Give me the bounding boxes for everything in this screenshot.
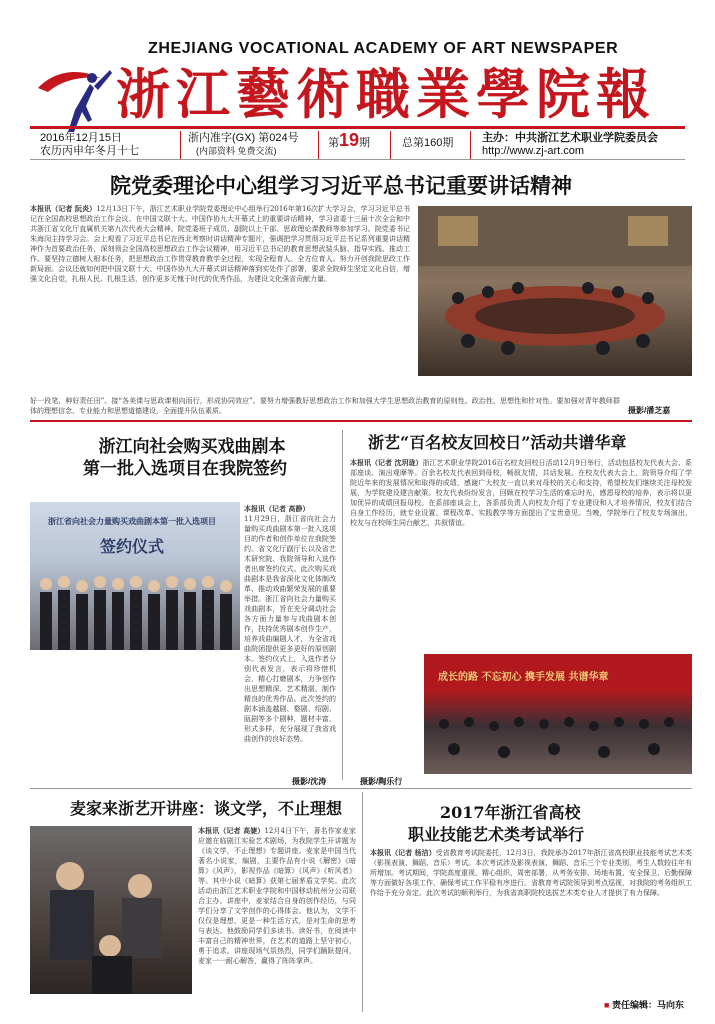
issue-prefix: 第 [328, 137, 339, 149]
issue-suffix: 期 [359, 137, 371, 149]
masthead-chinese-name: 浙江藝術職業學院報 [116, 62, 656, 126]
lecture-photo [30, 826, 192, 994]
total-issue: 总第160期 [402, 137, 454, 149]
lecture-text: 12月4日下午，著名作家麦家应邀在临剧江实验艺术剧场，为我院学生开讲题为《谈文学，不止理想》专题讲座。麦家是中国当代著名小说家，编剧，主要作品有小说《解密》《暗算》《风声》，影视作品《暗算》《风声》《听风者》等。其中小说《暗算》获第七届茅盾文学奖。此次活动由浙江艺术职业学院和中国移动杭州分公司联合主办。讲座中，麦家结合自身的创作经历，与同学们分享了文学创作的心得体会。他认为，文学不仅仅是理想，更是一种生活方式，是对生命的思考与表达。他鼓励同学们多读书、读好书，在阅读中丰富自己的精神世界，在艺术的道路上坚守初心，勇于追求。讲座现场气氛热烈，同学们踊跃提问，麦家一一耐心解答，赢得了阵阵掌声。 [198, 827, 356, 965]
drama-photo-caption: 摄影/沈涛 [292, 777, 327, 786]
drama-photo-banner-line2: 签约仪式 [100, 537, 165, 556]
lead-byline: 本报讯（记者 阮炎） [30, 204, 97, 213]
alumni-headline: 浙艺“百名校友回校日”活动共谱华章 [368, 433, 627, 452]
lead-text: 12月13日下午，浙江艺术职业学院党委理论中心组举行2016年第16次扩大学习会，学习习近平总书记在全国高校思想政治工作会议、在中国文联十大、中国作协九大开幕式上的重要讲话精神，学习省委十三届十次全会和中共浙江省文化厅直属机关第九次代表大会精神。院党委班子成员、副院以上干部、思政理论课教师等参加学习。院党委书记朱海闵主持学习会。会上观看了习近平总书记在西北考察时讲话精神专题片，强调把学习贯彻习近平总书记系列重要讲话精神作为首要政治任务，深刻领会全国高校思想政治工作会议精神，用习近平总书记的教育思想武装头脑、指导实践、推动工作。要坚持立德树人根本任务，把思想政治工作贯穿教育教学全过程，实现全程育人、全方位育人。努力开创我院思政工作新局面。会议还就如何把中国文联十大、中国作协九大开幕式讲话精神落到实处作了部署，要求全院师生坚定文化自信，增强文化自觉，扎根人民、扎根生活，创作更多无愧于时代的优秀作品，为建设文化强省贡献力量。 [30, 205, 410, 283]
issue-number: 19 [339, 130, 360, 150]
website-link[interactable]: http://www.zj-art.com [482, 145, 585, 157]
internal-note: (内部资料 免费交流) [196, 146, 277, 156]
issue-dates [40, 132, 139, 158]
date-solar: 2016年12月15日 [40, 132, 122, 144]
lecture-byline: 本报讯（记者 高婕） [198, 826, 265, 835]
alumni-side-text [350, 630, 420, 768]
exam-byline: 本报讯（记者 杨洁） [370, 848, 436, 857]
alumni-body [350, 458, 692, 626]
section-divider [30, 420, 692, 422]
issue-number-box [328, 130, 371, 150]
drama-headline-line2: 第一批入选项目在我院签约 [83, 459, 287, 479]
lecture-headline: 麦家来浙艺开讲座：谈文学，不止理想 [70, 799, 343, 818]
lecture-body [198, 826, 356, 994]
drama-signing-photo [30, 502, 240, 650]
alumni-byline: 本报讯（记者 沈玥珑） [350, 458, 423, 467]
exam-headline-line2: 职业技能艺术类考试举行 [408, 825, 585, 844]
lead-meeting-photo [418, 206, 692, 376]
drama-headline-2 [60, 458, 310, 480]
permit-number: 浙内准字(GX) 第024号 [188, 132, 299, 144]
lead-headline: 院党委理论中心组学习习近平总书记重要讲话精神 [110, 173, 572, 198]
date-lunar: 农历丙申年冬月十七 [40, 145, 139, 157]
column-divider-2 [362, 792, 363, 1012]
alumni-photo-caption: 摄影/陶乐行 [360, 777, 403, 786]
exam-body [370, 848, 692, 1000]
sponsor: 主办：中共浙江艺术职业学院委员会 [482, 132, 658, 144]
alumni-text: 浙江艺术职业学院2016百名校友回校日活动12月9日举行，活动包括校友代表大会、系部座谈、演出观摩等。百余名校友代表回到母校，畅叙友情，共话发展。在校友代表大会上，院领导介绍了学院近年来的发展情况和取得的成绩，感谢广大校友一直以来对母校的关心和支持，希望校友们继续关注母校发展，为学院建设建言献策。校友代表纷纷发言，回顾在校学习生活的难忘时光，感恩母校的培养，表示将以更加优异的成绩回报母校。在系部座谈会上，各系部负责人向校友介绍了专业建设和人才培养情况，校友们结合自身工作经历，就专业设置、课程改革、实践教学等方面提出了宝贵意见。当晚，学院举行了校友专场演出，校友与在校师生同台献艺，共叙情谊。 [350, 459, 692, 527]
alumni-event-photo [424, 654, 692, 774]
editor-credit: 责任编辑：马向东 [611, 1000, 684, 1010]
drama-headline [92, 436, 292, 458]
lead-photo-caption: 摄影/潘芝嘉 [628, 406, 671, 415]
section-divider-2 [30, 788, 692, 789]
exam-text: 受省教育考试院委托，12月3日，我院承办2017年浙江省高校职业技能考试艺术类（影视表演、舞蹈、音乐）考试。本次考试涉及影视表演、舞蹈、音乐三个专业类别，考生人数较往年有所增加。考试期间，学院高度重视，精心组织，周密部署，从考务安排、场地布置、安全保卫、后勤保障等方面做好各项工作，确保考试工作平稳有序进行。省教育考试院领导到考点巡视，对我院的考务组织工作给予充分肯定。此次考试的顺利举行，为我省高职院校选拔艺术类专业人才提供了有力保障。 [370, 849, 692, 897]
alumni-photo-banner: 成长的路 不忘初心 携手发展 共谱华章 [438, 672, 609, 683]
drama-byline: 本报讯（记者 高静） [244, 504, 310, 513]
issue-permit [188, 132, 299, 158]
drama-photo-banner-line1: 浙江省向社会力量购买戏曲剧本第一批入选项目 [48, 517, 216, 526]
drama-body-bottom [30, 655, 336, 775]
drama-headline-line1: 浙江向社会购买戏曲剧本 [98, 437, 286, 457]
lead-body [30, 204, 410, 394]
exam-headline-line1: 2017年浙江省高校 [440, 803, 581, 822]
drama-body-top: 11月29日，浙江省向社会力量购买戏曲剧本第一批入选项目的作者和创作单位在我院签约。省文化厅副厅长以及省艺术研究院、我院领导和入选作者出席签约仪式。此次购买戏曲剧本是我省深化文化体制改革、推动戏曲繁荣发展的重要举措。浙江省向社会力量购买戏曲剧本，旨在充分调动社会各方面力量参与戏曲剧本创作，扶持优秀剧本创作生产，培养戏曲编剧人才，为全省戏曲院团提供更多更好的原创剧本。签约仪式上，入选作者分别代表发言，表示将珍惜机会，精心打磨剧本，力争创作出思想精深、艺术精湛、制作精良的优秀作品。此次签约的剧本涵盖越剧、婺剧、绍剧、瓯剧等多个剧种，题材丰富，形式多样，充分展现了我省戏曲创作的良好态势。 [244, 515, 336, 743]
issue-info-bar [30, 126, 685, 160]
lead-sidebar-text: 好一段笔、种好责任田”。接“各美课与思政课相向而行，形成协同效应”。要努力增强教好思想政治工作和加强大学生思想政治教育的原则性。政治性、思想性和针对性。要加强对青年教师群体的理想信念、专业能力和思想道德建设，全面提升队伍素质。 [30, 397, 620, 415]
sponsor-info [482, 132, 658, 158]
footer-editor: ■ 责任编辑：马向东 [604, 1000, 684, 1010]
column-divider [342, 430, 343, 780]
newspaper-logo [30, 40, 130, 140]
masthead-english-name: ZHEJIANG VOCATIONAL ACADEMY OF ART NEWSPAPER [148, 40, 619, 57]
